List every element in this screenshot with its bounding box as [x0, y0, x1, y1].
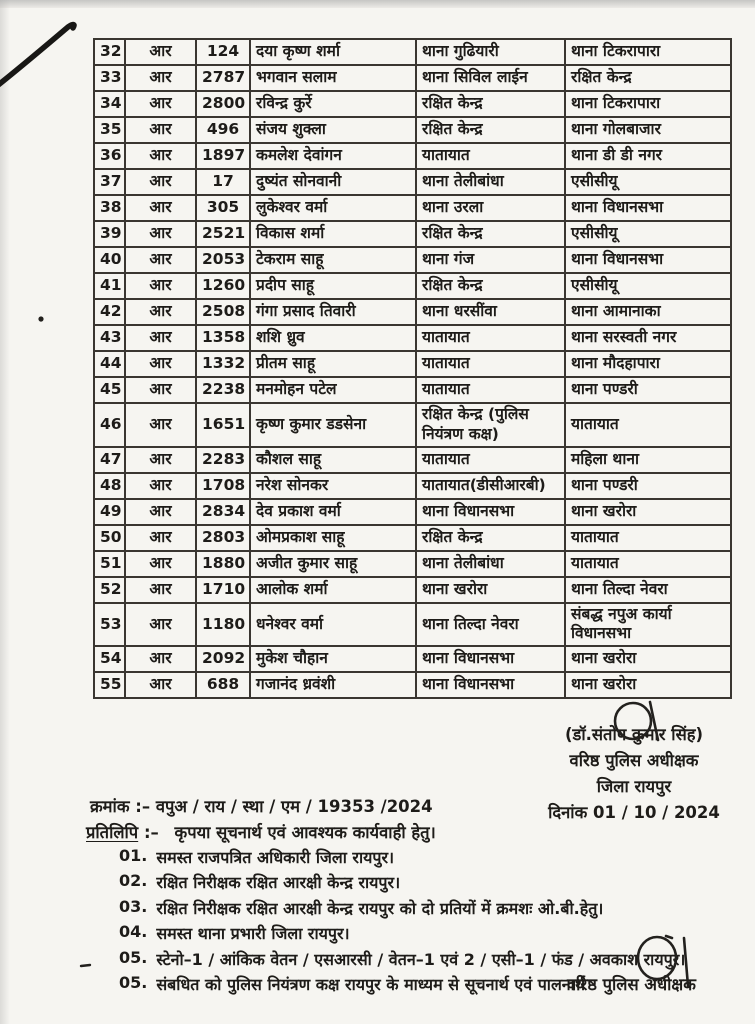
copy-item: [119, 948, 685, 973]
copy-item: [119, 871, 685, 896]
copy-item-text: संबधित को पुलिस नियंत्रण कक्ष रायपुर के माध्यम से सूचनार्थ एवं पालनार्थ: [156, 974, 586, 994]
cell-name: प्रीतम साहू: [250, 351, 416, 377]
cell-to_post: थाना टिकरापारा: [565, 91, 731, 117]
cell-sn: 39: [94, 221, 125, 247]
copy-item-number: 01.: [119, 846, 148, 865]
cell-to_post: थाना विधानसभा: [565, 247, 731, 273]
cell-no: 1651: [196, 403, 250, 447]
cell-from_post: यातायात: [416, 325, 565, 351]
table-row: [94, 447, 731, 473]
cell-from_post: थाना उरला: [416, 195, 565, 221]
cell-to_post: थाना आमानाका: [565, 299, 731, 325]
cell-rank: आर: [125, 299, 196, 325]
cell-to_post: थाना खरोरा: [565, 499, 731, 525]
cell-to_post: थाना तिल्दा नेवरा: [565, 577, 731, 603]
table-row: [94, 143, 731, 169]
copy-item: [119, 846, 685, 871]
table-row: [94, 65, 731, 91]
cell-to_post: यातायात: [565, 551, 731, 577]
cell-rank: आर: [125, 91, 196, 117]
cell-no: 1180: [196, 603, 250, 647]
cell-rank: आर: [125, 117, 196, 143]
cell-from_post: थाना तेलीबांधा: [416, 169, 565, 195]
cell-from_post: रक्षित केन्द्र: [416, 91, 565, 117]
copy-item-number: 03.: [119, 896, 148, 916]
cell-name: भगवान सलाम: [250, 65, 416, 91]
transfer-table-body: [94, 39, 731, 698]
cell-sn: 37: [94, 169, 125, 195]
cell-from_post: थाना गंज: [416, 247, 565, 273]
table-row: [94, 169, 731, 195]
cell-from_post: रक्षित केन्द्र (पुलिस नियंत्रण कक्ष): [416, 403, 565, 447]
cell-no: 124: [196, 39, 250, 65]
cell-from_post: यातायात(डीसीआरबी): [416, 473, 565, 499]
cell-sn: 33: [94, 65, 125, 91]
cell-rank: आर: [125, 65, 196, 91]
cell-no: 1710: [196, 577, 250, 603]
cell-no: 1708: [196, 473, 250, 499]
table-row: [94, 91, 731, 117]
cell-to_post: थाना डी डी नगर: [565, 143, 731, 169]
table-row: [94, 351, 731, 377]
cell-sn: 54: [94, 646, 125, 672]
table-row: [94, 551, 731, 577]
table-row: [94, 577, 731, 603]
cell-rank: आर: [125, 603, 196, 647]
cell-to_post: थाना खरोरा: [565, 672, 731, 698]
cell-rank: आर: [125, 221, 196, 247]
cell-sn: 32: [94, 39, 125, 65]
cell-from_post: थाना विधानसभा: [416, 672, 565, 698]
cell-rank: आर: [125, 39, 196, 65]
cell-sn: 49: [94, 499, 125, 525]
cell-sn: 34: [94, 91, 125, 117]
cell-from_post: थाना सिविल लाईन: [416, 65, 565, 91]
cell-from_post: यातायात: [416, 377, 565, 403]
cell-to_post: थाना मौदहापारा: [565, 351, 731, 377]
reference-value: वपुअ / राय / स्था / एम / 19353 /2024: [155, 797, 433, 816]
cell-sn: 51: [94, 551, 125, 577]
cell-to_post: एसीसीयू: [565, 221, 731, 247]
cell-rank: आर: [125, 447, 196, 473]
cell-to_post: थाना पण्डरी: [565, 377, 731, 403]
cell-name: देव प्रकाश वर्मा: [250, 499, 416, 525]
cell-to_post: रक्षित केन्द्र: [565, 65, 731, 91]
copy-item: [119, 922, 685, 947]
table-row: [94, 473, 731, 499]
cell-no: 2508: [196, 299, 250, 325]
cell-name: दया कृष्ण शर्मा: [250, 39, 416, 65]
table-row: [94, 299, 731, 325]
cell-name: शशि ध्रुव: [250, 325, 416, 351]
cell-name: रविन्द्र कुर्रे: [250, 91, 416, 117]
copy-item-number: 05.: [119, 972, 148, 992]
table-row: [94, 39, 731, 65]
cell-sn: 47: [94, 447, 125, 473]
cell-from_post: रक्षित केन्द्र: [416, 273, 565, 299]
copy-item-text: स्टेनो–1 / आंकिक वेतन / एसआरसी / वेतन–1 एवं 2 / एसी–1 / फंड / अवकाश रायपुर।: [156, 949, 686, 969]
copy-item-number: 04.: [119, 922, 148, 942]
cell-from_post: थाना विधानसभा: [416, 499, 565, 525]
cell-no: 2521: [196, 221, 250, 247]
cell-from_post: रक्षित केन्द्र: [416, 117, 565, 143]
cell-sn: 45: [94, 377, 125, 403]
cell-to_post: थाना विधानसभा: [565, 195, 731, 221]
copy-to-separator: :–: [143, 823, 159, 842]
cell-no: 1897: [196, 143, 250, 169]
cell-name: टेकराम साहू: [250, 247, 416, 273]
cell-sn: 35: [94, 117, 125, 143]
cell-to_post: महिला थाना: [565, 447, 731, 473]
cell-no: 688: [196, 672, 250, 698]
cell-to_post: थाना सरस्वती नगर: [565, 325, 731, 351]
cell-name: मनमोहन पटेल: [250, 377, 416, 403]
cell-name: दुष्यंत सोनवानी: [250, 169, 416, 195]
cell-sn: 44: [94, 351, 125, 377]
cell-to_post: थाना टिकरापारा: [565, 39, 731, 65]
signatory-name: (डॉ.संतोष कुमार सिंह): [564, 725, 704, 744]
cell-no: 1880: [196, 551, 250, 577]
ink-dash-icon: [81, 965, 90, 966]
cell-sn: 43: [94, 325, 125, 351]
cell-name: गजानंद ध्रवंशी: [250, 672, 416, 698]
cell-sn: 55: [94, 672, 125, 698]
cell-rank: आर: [125, 473, 196, 499]
table-row: [94, 499, 731, 525]
cell-from_post: थाना खरोरा: [416, 577, 565, 603]
cell-sn: 38: [94, 195, 125, 221]
cell-from_post: रक्षित केन्द्र: [416, 525, 565, 551]
copy-item-number: 02.: [119, 871, 148, 891]
cell-rank: आर: [125, 273, 196, 299]
table-row: [94, 377, 731, 403]
table-row: [94, 195, 731, 221]
copy-item-text: समस्त थाना प्रभारी जिला रायपुर।: [156, 924, 350, 944]
cell-to_post: थाना गोलबाजार: [565, 117, 731, 143]
cell-name: अजीत कुमार साहू: [250, 551, 416, 577]
cell-rank: आर: [125, 525, 196, 551]
cell-name: विकास शर्मा: [250, 221, 416, 247]
cell-no: 1260: [196, 273, 250, 299]
table-row: [94, 646, 731, 672]
cell-rank: आर: [125, 551, 196, 577]
cell-name: लुकेश्वर वर्मा: [250, 195, 416, 221]
cell-from_post: थाना तिल्दा नेवरा: [416, 603, 565, 647]
cell-rank: आर: [125, 169, 196, 195]
cell-name: मुकेश चौहान: [250, 646, 416, 672]
table-row: [94, 403, 731, 447]
cell-name: कमलेश देवांगन: [250, 143, 416, 169]
cell-rank: आर: [125, 672, 196, 698]
cell-no: 2238: [196, 377, 250, 403]
cell-name: आलोक शर्मा: [250, 577, 416, 603]
copy-to-label: प्रतिलिपि: [86, 823, 139, 842]
cell-sn: 52: [94, 577, 125, 603]
copy-item-text: रक्षित निरीक्षक रक्षित आरक्षी केन्द्र रायपुर।: [156, 873, 401, 893]
cell-rank: आर: [125, 646, 196, 672]
cell-sn: 53: [94, 603, 125, 647]
table-row: [94, 603, 731, 647]
cell-no: 496: [196, 117, 250, 143]
table-row: [94, 117, 731, 143]
cell-rank: आर: [125, 325, 196, 351]
cell-sn: 50: [94, 525, 125, 551]
cell-sn: 42: [94, 299, 125, 325]
cell-name: धनेश्वर वर्मा: [250, 603, 416, 647]
signature-date: दिनांक 01 / 10 / 2024: [548, 803, 720, 822]
cell-to_post: यातायात: [565, 403, 731, 447]
cell-name: कौशल साहू: [250, 447, 416, 473]
cell-from_post: थाना विधानसभा: [416, 646, 565, 672]
table-row: [94, 273, 731, 299]
cell-rank: आर: [125, 247, 196, 273]
cell-name: कृष्ण कुमार डडसेना: [250, 403, 416, 447]
cell-name: संजय शुक्ला: [250, 117, 416, 143]
cell-name: नरेश सोनकर: [250, 473, 416, 499]
cell-no: 2092: [196, 646, 250, 672]
cell-sn: 40: [94, 247, 125, 273]
scan-edge-shadow-left: [0, 0, 10, 1024]
cell-no: 17: [196, 169, 250, 195]
cell-from_post: थाना धरसींवा: [416, 299, 565, 325]
cell-sn: 41: [94, 273, 125, 299]
reference-number-line: [90, 794, 433, 817]
copy-item-number: 05.: [119, 947, 148, 967]
copy-item-text: समस्त राजपत्रित अधिकारी जिला रायपुर।: [156, 848, 395, 867]
closing-designation: वरिष्ठ पुलिस अधीक्षक: [567, 975, 696, 994]
table-row: [94, 325, 731, 351]
table-row: [94, 247, 731, 273]
signatory-designation: वरिष्ठ पुलिस अधीक्षक: [569, 751, 699, 770]
copy-item: [119, 897, 685, 922]
cell-sn: 48: [94, 473, 125, 499]
signatory-district: जिला रायपुर: [596, 777, 672, 796]
cell-no: 1332: [196, 351, 250, 377]
cell-to_post: संबद्ध नपुअ कार्या विधानसभा: [565, 603, 731, 647]
cell-to_post: थाना खरोरा: [565, 646, 731, 672]
table-row: [94, 525, 731, 551]
cell-rank: आर: [125, 403, 196, 447]
cell-from_post: थाना गुढियारी: [416, 39, 565, 65]
cell-no: 305: [196, 195, 250, 221]
signature-block: [518, 722, 750, 826]
cell-rank: आर: [125, 499, 196, 525]
cell-from_post: यातायात: [416, 351, 565, 377]
reference-label: क्रमांक :–: [90, 797, 151, 816]
cell-rank: आर: [125, 143, 196, 169]
cell-no: 2834: [196, 499, 250, 525]
cell-to_post: एसीसीयू: [565, 273, 731, 299]
cell-from_post: रक्षित केन्द्र: [416, 221, 565, 247]
cell-name: प्रदीप साहू: [250, 273, 416, 299]
cell-no: 2787: [196, 65, 250, 91]
cell-rank: आर: [125, 195, 196, 221]
ink-dot-icon: [38, 316, 43, 321]
cell-name: ओमप्रकाश साहू: [250, 525, 416, 551]
cell-no: 2283: [196, 447, 250, 473]
copy-to-heading: [86, 820, 436, 843]
cell-to_post: थाना पण्डरी: [565, 473, 731, 499]
cell-rank: आर: [125, 351, 196, 377]
table-row: [94, 672, 731, 698]
cell-from_post: यातायात: [416, 447, 565, 473]
transfer-list-table: [93, 38, 732, 699]
cell-to_post: एसीसीयू: [565, 169, 731, 195]
copy-item-text: रक्षित निरीक्षक रक्षित आरक्षी केन्द्र रायपुर को दो प्रतियों में क्रमशः ओ.बी.हेतु।: [156, 898, 604, 918]
cell-no: 2053: [196, 247, 250, 273]
cell-sn: 46: [94, 403, 125, 447]
cell-rank: आर: [125, 577, 196, 603]
cell-no: 2800: [196, 91, 250, 117]
copy-to-intro: कृपया सूचनार्थ एवं आवश्यक कार्यवाही हेतु।: [174, 823, 436, 842]
cell-no: 2803: [196, 525, 250, 551]
cell-from_post: थाना तेलीबांधा: [416, 551, 565, 577]
cell-rank: आर: [125, 377, 196, 403]
cell-sn: 36: [94, 143, 125, 169]
pen-stroke-icon: [0, 25, 74, 87]
cell-name: गंगा प्रसाद तिवारी: [250, 299, 416, 325]
scan-edge-shadow-top: [0, 0, 755, 8]
cell-to_post: यातायात: [565, 525, 731, 551]
cell-from_post: यातायात: [416, 143, 565, 169]
cell-no: 1358: [196, 325, 250, 351]
table-row: [94, 221, 731, 247]
